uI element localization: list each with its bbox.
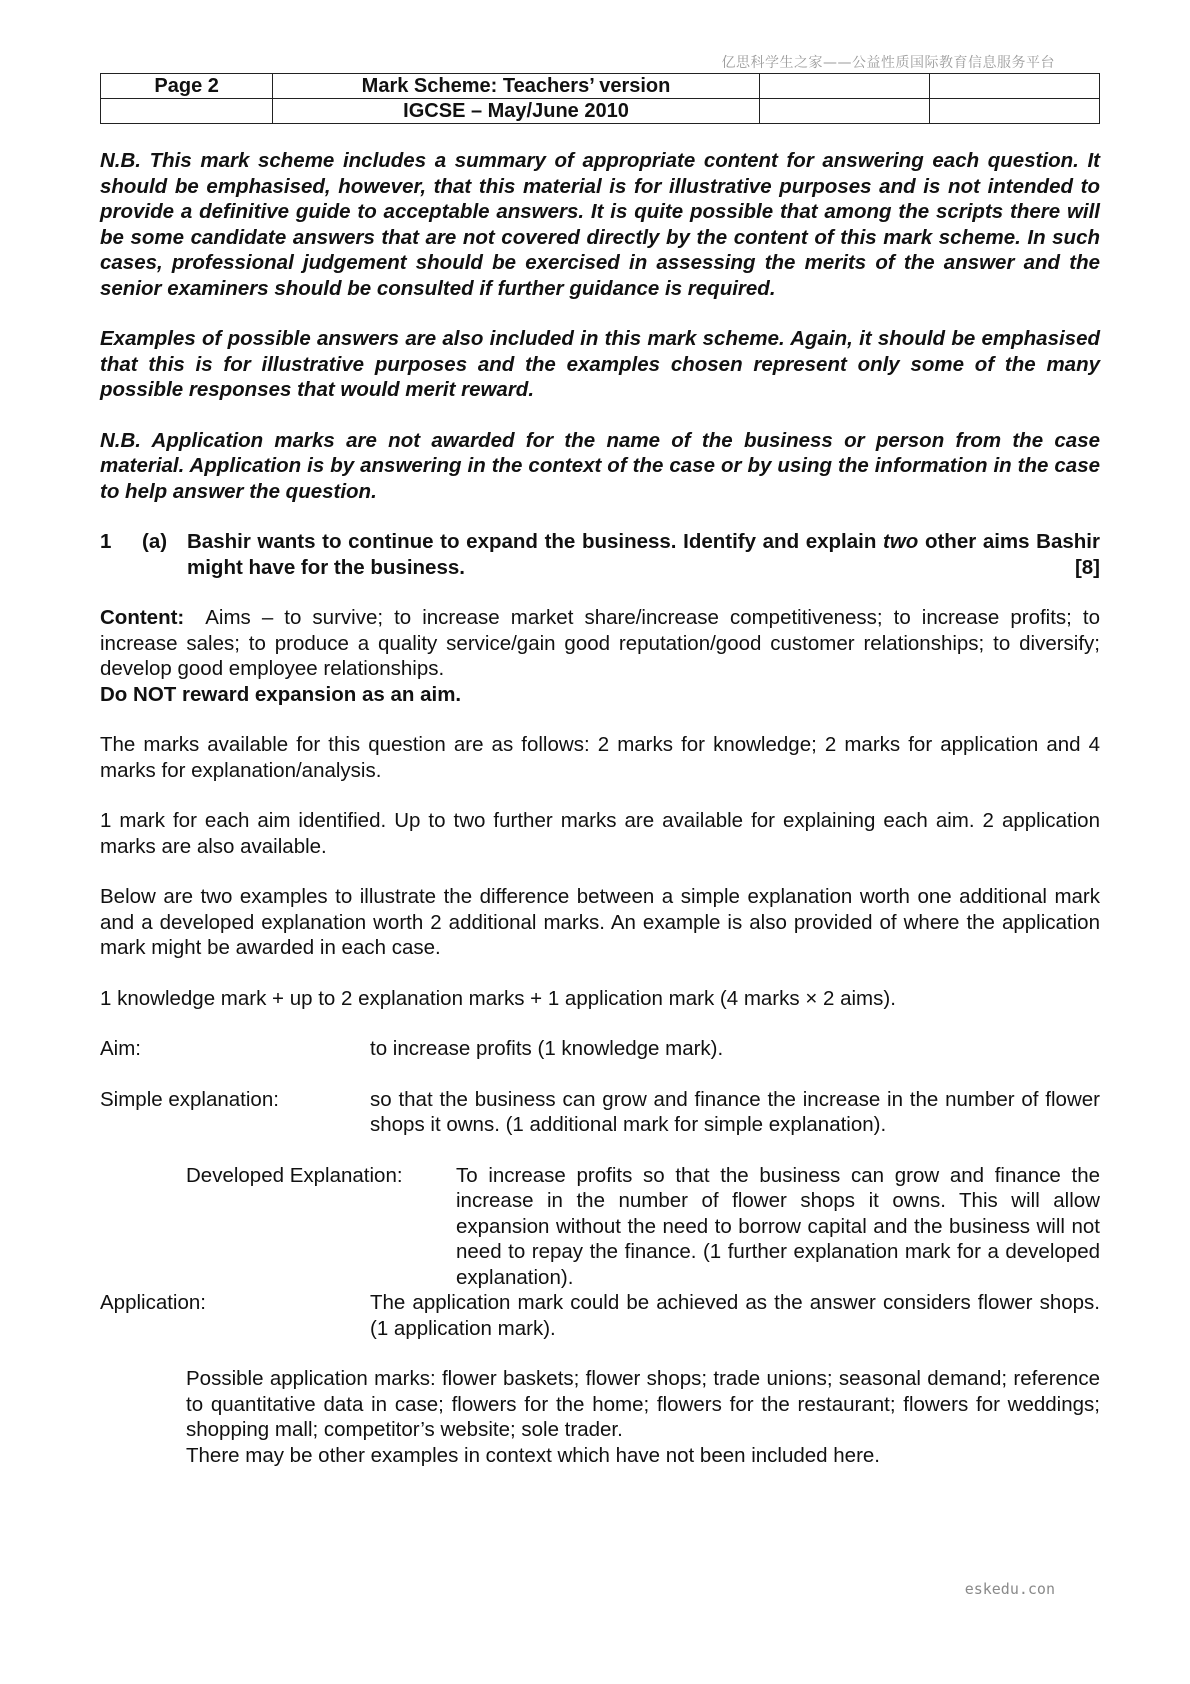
row-value: to increase profits (1 knowledge mark). [370, 1037, 724, 1060]
marks-available-paragraph: The marks available for this question are as follows: 2 marks for knowledge; 2 marks for application and 4 marks for explanation/analysis. [100, 733, 1100, 782]
example-row-application [100, 1290, 1100, 1341]
header-empty-cell [101, 99, 273, 124]
header-table [100, 73, 1100, 124]
page-title: Mark Scheme: Teachers’ version [273, 74, 759, 99]
row-label: Simple explanation: [100, 1087, 279, 1111]
question-text: Bashir wants to continue to expand the business. Identify and explain two other aims Bashir might have for the business. [8] [187, 530, 1100, 579]
question-marks: [8] [1074, 555, 1100, 579]
note-paragraph: N.B. This mark scheme includes a summary of appropriate content for answering each question. It should be emphasised, however, that this material is for illustrative purposes and is not intended to provide a definitive guide to acceptable answers. It is quite possible that among the scripts there will be some candidate answers that are not covered directly by the content of this mark scheme. In such cases, professional judgement should be exercised in assessing the merits of the answer and the senior examiners should be consulted if further guidance is required. [100, 149, 1100, 300]
header-empty-cell [759, 99, 929, 124]
question-part: (a) [142, 530, 168, 553]
row-value: so that the business can grow and finance the increase in the number of flower shops it owns. (1 additional mark for simple explanation). [370, 1087, 1100, 1136]
other-examples-text: There may be other examples in context which have not been included here. [186, 1443, 880, 1467]
content-section [100, 605, 1100, 707]
example-row-aim [100, 1036, 1100, 1062]
header-empty-cell [759, 74, 929, 99]
exam-session: IGCSE – May/June 2010 [273, 99, 759, 124]
row-value: To increase profits so that the business can grow and finance the increase in the number of flower shops it owns. This will allow expansion without the need to borrow capital and the business will not need to repay the finance. (1 further explanation mark for a developed explanation). [456, 1163, 1100, 1289]
per-aim-paragraph: 1 mark for each aim identified. Up to two further marks are available for explaining each aim. 2 application marks are also available. [100, 809, 1100, 858]
header-empty-cell [929, 99, 1099, 124]
possible-application-text: Possible application marks: flower baskets; flower shops; trade unions; seasonal demand; reference to quantitative data in case; flowers for the home; flowers for the restaurant; flowers for weddings; shopping mall; competitor’s website; sole trader. [186, 1367, 1100, 1441]
question-number: 1 [100, 530, 112, 553]
row-label: Application: [100, 1291, 206, 1314]
row-label: Developed Explanation: [186, 1163, 403, 1187]
row-value: The application mark could be achieved as the answer considers flower shops. (1 application mark). [370, 1291, 1100, 1340]
watermark-top: 亿思科学生之家——公益性质国际教育信息服务平台 [721, 55, 1055, 71]
row-label: Aim: [100, 1037, 141, 1060]
page-number: Page 2 [101, 74, 273, 99]
note-paragraph: Examples of possible answers are also included in this mark scheme. Again, it should be emphasised that this is for illustrative purposes and the examples chosen represent only some of the many possible responses that would merit reward. [100, 327, 1100, 401]
formula-paragraph: 1 knowledge mark + up to 2 explanation marks + 1 application mark (4 marks × 2 aims). [100, 986, 896, 1010]
note-paragraph: N.B. Application marks are not awarded for the name of the business or person from the case material. Application is by answering in the context of the case or by using the information in the case to help answer the question. [100, 428, 1100, 503]
content-label: Content: [100, 606, 185, 629]
question-1a [100, 529, 1100, 580]
example-row-developed [186, 1163, 1100, 1291]
examples-paragraph: Below are two examples to illustrate the difference between a simple explanation worth one additional mark and a developed explanation worth 2 additional marks. An example is also provided of where the application mark might be awarded in each case. [100, 885, 1100, 959]
example-row-simple [100, 1087, 1100, 1138]
watermark-bottom: eskedu.con [964, 1580, 1055, 1598]
mark-scheme-content [100, 148, 1100, 1468]
header-empty-cell [929, 74, 1099, 99]
content-text: Aims – to survive; to increase market share/increase competitiveness; to increase profits; to increase sales; to produce a quality service/gain good reputation/good customer relationships; to diversify; develop good employee relationships. [100, 606, 1100, 680]
content-warning: Do NOT reward expansion as an aim. [100, 682, 462, 706]
possible-application-section [186, 1366, 1100, 1468]
